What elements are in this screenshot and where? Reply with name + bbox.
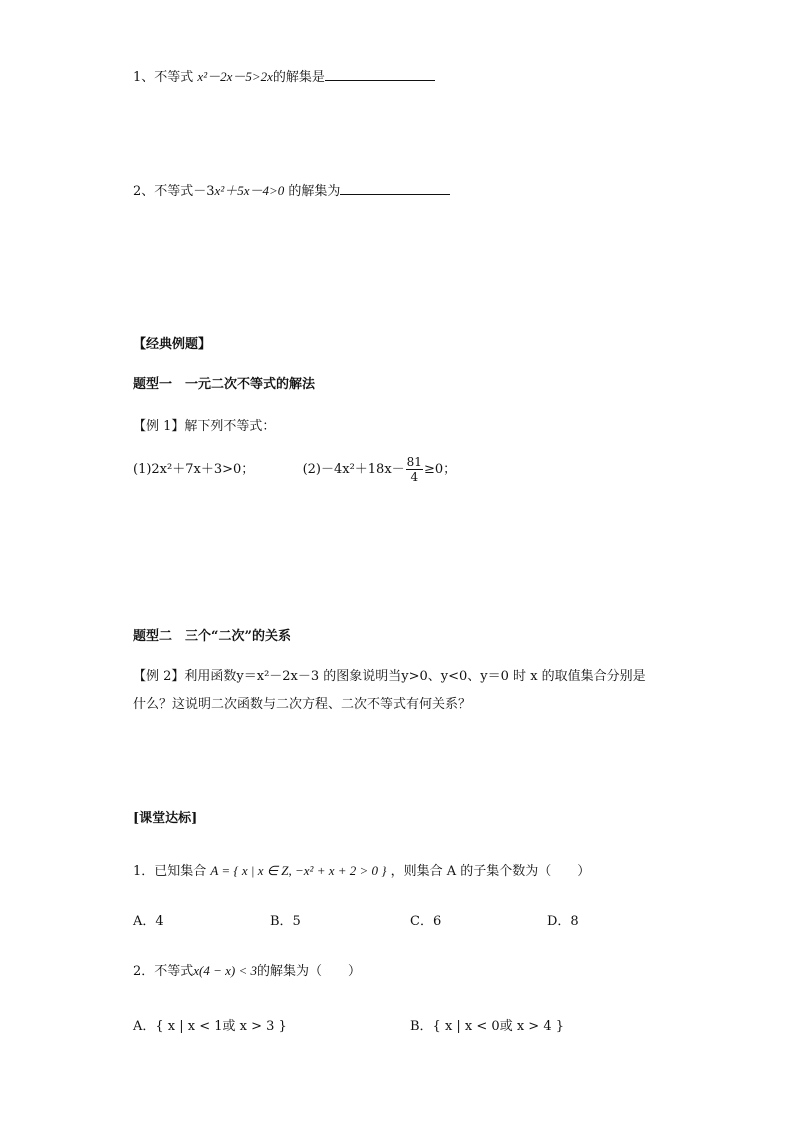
practice-1-option-a[interactable]: A．4 — [133, 914, 164, 929]
fraction-numerator: 81 — [406, 455, 422, 469]
practice-2-option-a[interactable]: A．{ x | x < 1或 x > 3 } — [133, 1019, 287, 1034]
q2-suffix: 的解集为 — [288, 184, 341, 199]
q1-label: 1、不等式 — [133, 70, 194, 85]
practice-2-stem — [133, 960, 361, 979]
practice-2-stem-b: 的解集为（ ） — [257, 964, 362, 979]
q2-answer-blank[interactable] — [340, 182, 450, 195]
question-1 — [133, 66, 435, 85]
example-1-part-1: (1)2x²＋7x＋3>0； — [133, 462, 255, 477]
example-1-parts — [133, 455, 456, 484]
fraction-denominator: 4 — [410, 470, 419, 484]
section-class-heading: [课堂达标] — [133, 811, 198, 826]
example-2-line-2: 什么？这说明二次函数与二次方程、二次不等式有何关系？ — [133, 697, 472, 712]
example-1-part-2-lhs: (2)－4x²＋18x－ — [302, 462, 405, 477]
practice-1-option-b[interactable]: B．5 — [270, 914, 301, 929]
q1-answer-blank[interactable] — [325, 68, 435, 81]
practice-2-option-b[interactable]: B．{ x | x < 0或 x > 4 } — [410, 1019, 564, 1034]
example-1-part-2 — [302, 455, 457, 484]
practice-2-expression: x(4 − x) < 3 — [193, 963, 258, 978]
practice-2-stem-a: 2．不等式 — [133, 964, 194, 979]
section-examples-heading: 【经典例题】 — [133, 337, 212, 352]
example-1-part-2-rhs: ≥0； — [423, 462, 457, 477]
practice-1-option-c[interactable]: C．6 — [410, 914, 442, 929]
example-1-intro: 【例 1】解下列不等式： — [133, 419, 276, 434]
practice-1-option-d[interactable]: D．8 — [547, 914, 579, 929]
practice-1-set-expression: A = { x | x ∈ Z, −x² + x + 2 > 0 } — [210, 863, 387, 878]
type-2-title: 题型二 三个“二次”的关系 — [133, 629, 291, 644]
q2-label: 2、不等式－3 — [133, 184, 215, 199]
example-2-line-1: 【例 2】利用函数y＝x²－2x－3 的图象说明当y>0、y<0、y＝0 时 x 的取值集合分别是 — [133, 669, 646, 684]
question-2 — [133, 180, 450, 199]
practice-1-stem-b: ，则集合 A 的子集个数为（ ） — [390, 864, 591, 879]
type-1-title: 题型一 一元二次不等式的解法 — [133, 377, 316, 392]
q2-expression: x²＋5x－4>0 — [214, 183, 285, 198]
fraction-81-over-4 — [406, 455, 423, 484]
practice-1-stem — [133, 860, 590, 879]
practice-1-stem-a: 1．已知集合 — [133, 864, 207, 879]
q1-suffix: 的解集是 — [272, 70, 325, 85]
q1-expression: x²－2x－5>2x — [197, 69, 273, 84]
